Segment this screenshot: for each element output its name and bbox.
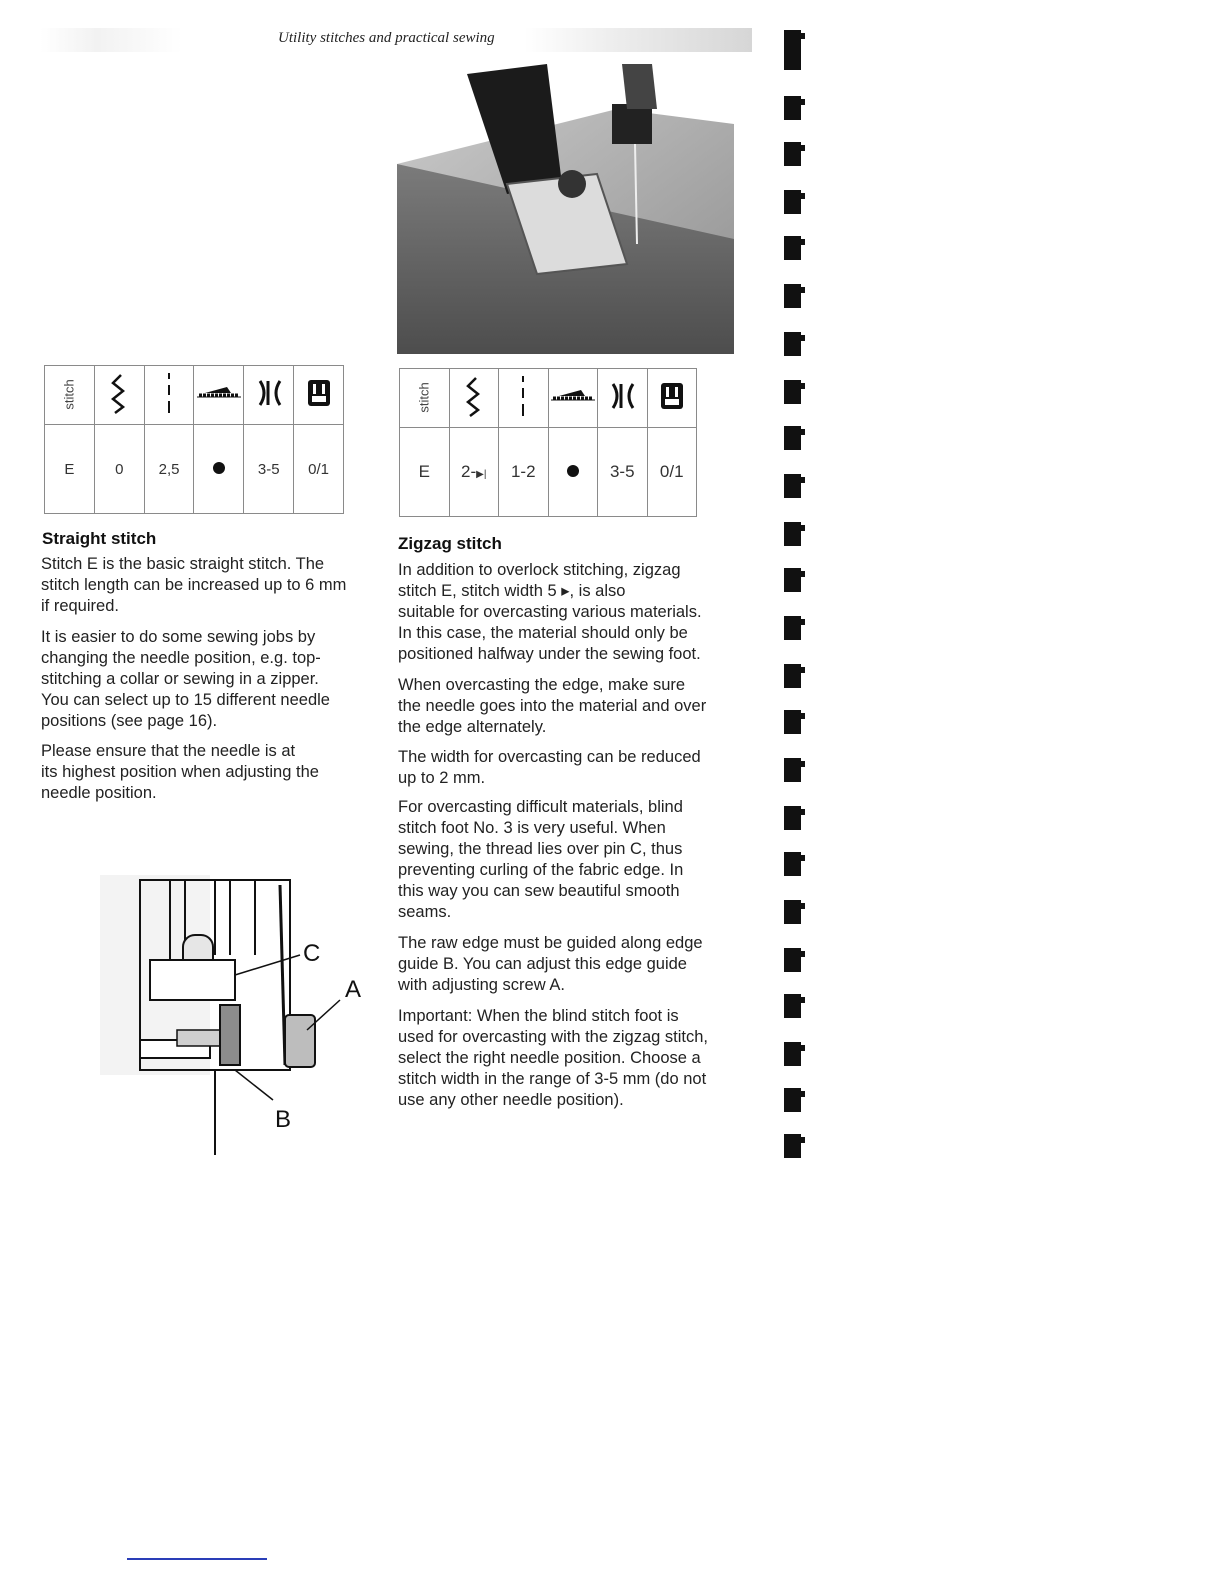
index-tab [784,900,801,924]
zigzag-paragraph-2: When overcasting the edge, make sure the needle goes into the material and over the edge alternately. [398,676,707,736]
straight-stitch-tension: 3-5 [244,425,294,514]
zigzag-paragraph-4: For overcasting difficult materials, blind stitch foot No. 3 is very useful. When sewing, the thread lies over pin C, thus preventing curling of the fabric edge. In this way you can sew beautiful smooth seams. [398,798,684,921]
presser-foot-photo [397,64,734,354]
straight-stitch-length: 2,5 [144,425,194,514]
index-tab [784,474,801,498]
straight-paragraph-3: Please ensure that the needle is at its highest position when adjusting the needle position. [41,742,319,802]
blind-stitch-foot-diagram [95,875,385,1160]
index-tab [784,190,801,214]
guide-b-label: B [275,1106,292,1133]
stitch-column-label: stitch [416,382,432,413]
zigzag-stitch-tension: 3-5 [598,428,648,517]
feed-dog-icon [197,381,241,405]
index-tab [784,1042,801,1066]
index-tab [784,30,801,70]
straight-stitch-width: 0 [94,425,144,514]
index-tab [784,96,801,120]
straight-paragraph-1: Stitch E is the basic straight stitch. The stitch length can be increased up to 6 mm if required. [41,555,347,615]
straight-paragraph-2: It is easier to do some sewing jobs by changing the needle position, e.g. top- stitching a collar or sewing in a zipper. You can select up to 15 different needle positions (see page 16). [41,628,330,730]
index-tab [784,380,801,404]
index-tab [784,710,801,734]
zigzag-stitch-heading: Zigzag stitch [398,534,502,553]
index-tab [784,1088,801,1112]
stitch-length-icon [518,374,528,418]
straight-stitch-settings-table [44,365,344,514]
feed-dog-dot-icon [567,465,579,477]
presser-foot-icon [659,381,685,411]
page-header-title: Utility stitches and practical sewing [278,30,495,46]
index-tab [784,142,801,166]
index-tab-strip [776,30,812,1170]
presser-foot-icon [306,378,332,408]
index-tab [784,568,801,592]
index-tab [784,284,801,308]
index-tab [784,236,801,260]
feed-dog-icon [551,384,595,408]
zigzag-stitch-width: 2- [461,462,477,481]
index-tab [784,758,801,782]
index-tab [784,332,801,356]
zigzag-stitch-letter: E [400,428,450,517]
index-tab [784,806,801,830]
zigzag-stitch-length: 1-2 [499,428,549,517]
pin-c-label: C [303,940,321,967]
zigzag-paragraph-6: Important: When the blind stitch foot is used for overcasting with the zigzag stitch, select the right needle position. Choose a stitch width in the range of 3-5 mm (do not use any other needle position). [398,1007,708,1109]
tension-icon [254,378,284,408]
zigzag-width-icon [107,371,131,415]
zigzag-paragraph-3: The width for overcasting can be reduced up to 2 mm. [398,748,701,787]
stitch-length-icon [164,371,174,415]
tension-icon [607,381,637,411]
straight-stitch-foot: 0/1 [294,425,344,514]
zigzag-paragraph-1: In addition to overlock stitching, zigzag stitch E, stitch width 5 ▸, is also suitable for overcasting various materials. In this case, the material should only be positioned halfway under the sewing foot. [398,561,702,663]
index-tab [784,426,801,450]
zigzag-stitch-settings-table [399,368,697,517]
stitch-column-label: stitch [61,379,77,410]
screw-a-label: A [345,976,362,1003]
right-needle-arrow-icon: ▶| [476,469,487,480]
index-tab [784,522,801,546]
zigzag-stitch-foot: 0/1 [647,428,697,517]
straight-stitch-letter: E [45,425,95,514]
index-tab [784,852,801,876]
footer-rule [127,1558,267,1560]
index-tab [784,994,801,1018]
straight-stitch-heading: Straight stitch [42,529,157,548]
index-tab [784,1134,801,1158]
index-tab [784,948,801,972]
zigzag-width-icon [462,374,486,418]
zigzag-paragraph-5: The raw edge must be guided along edge guide B. You can adjust this edge guide with adjusting screw A. [398,934,703,994]
index-tab [784,664,801,688]
feed-dog-dot-icon [213,462,225,474]
index-tab [784,616,801,640]
